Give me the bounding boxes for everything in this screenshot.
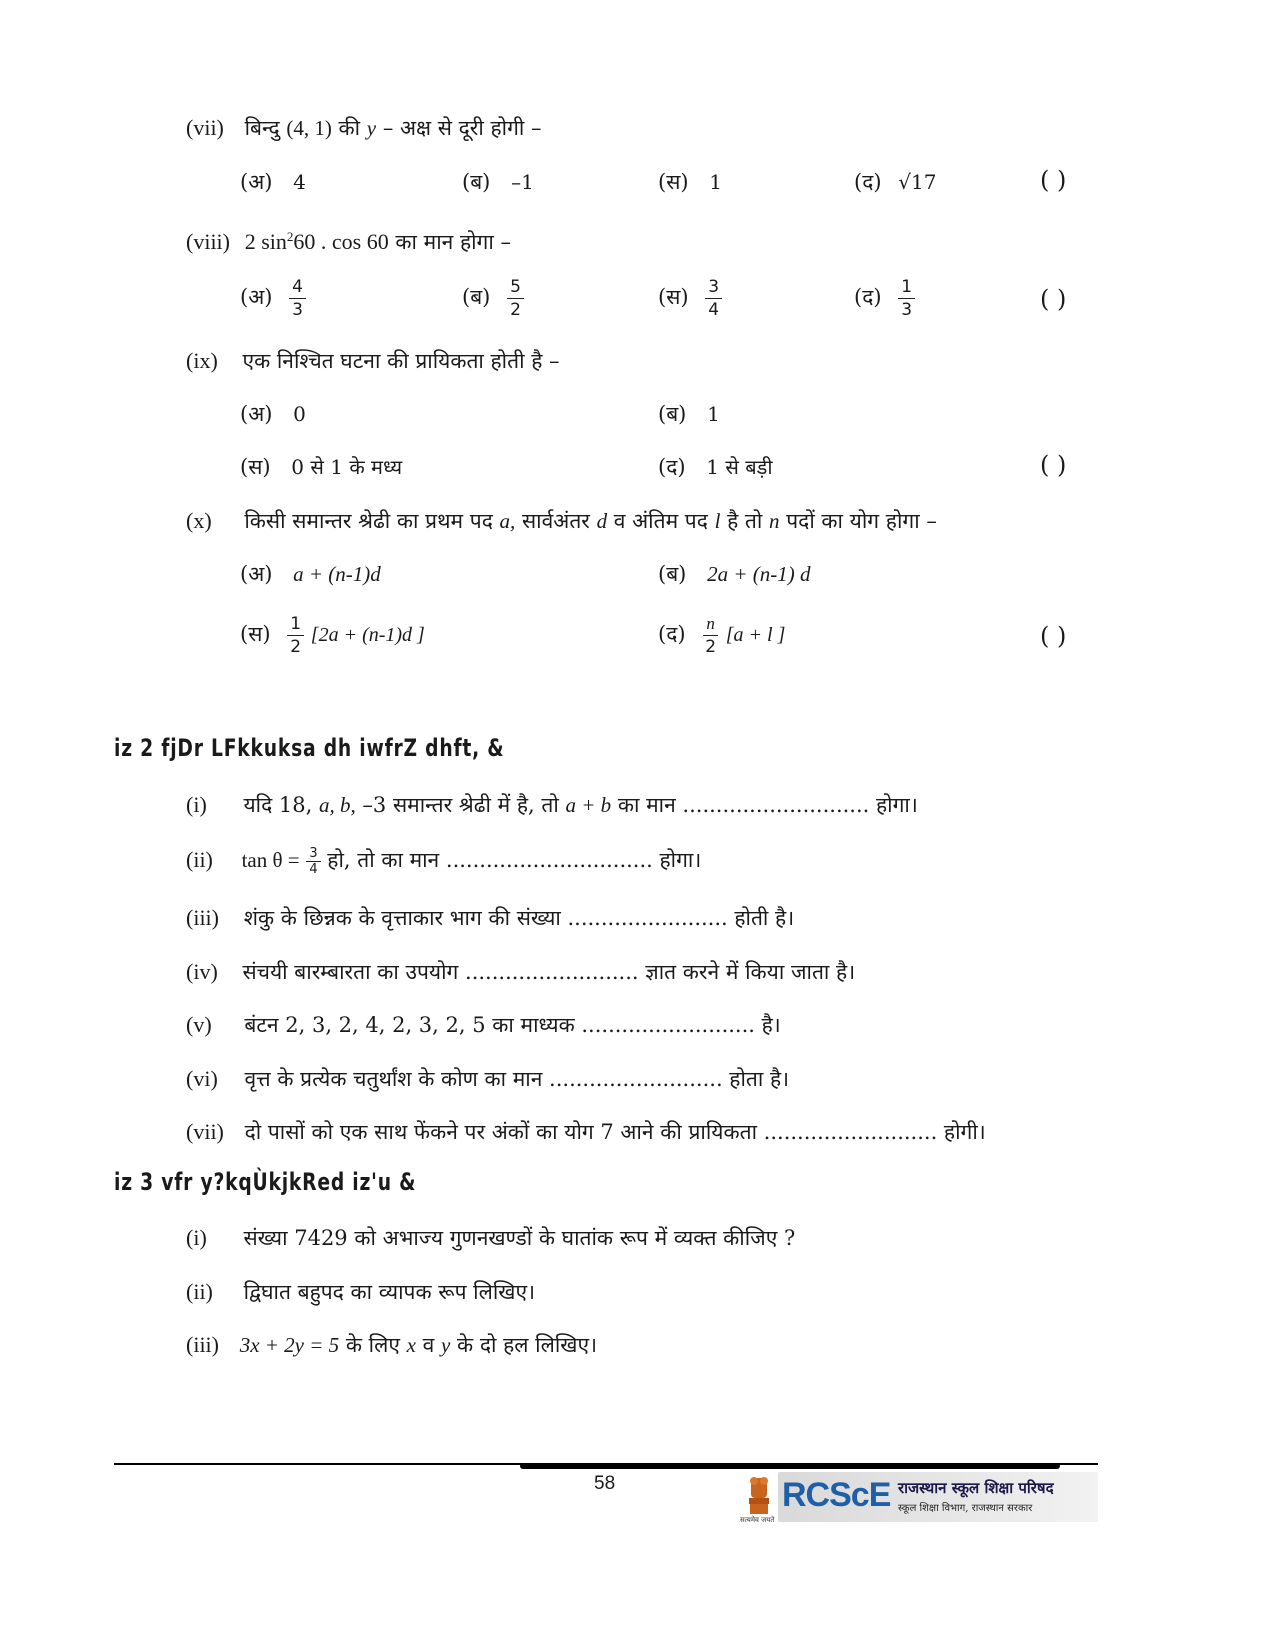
question-label: (viii) [186, 229, 230, 254]
short-answer-item: (i) संख्या 7429 को अभाज्य गुणनखण्डों के घातांक रूप में व्यक्त कीजिए ? [186, 1225, 796, 1250]
option-b: (ब) 2a + (n-1) d [658, 562, 811, 586]
fill-blank-item: (iii) शंकु के छिन्नक के वृत्ताकार भाग की संख्या ........................ होती है। [186, 905, 795, 930]
question-label: (vii) [186, 115, 224, 140]
fraction: $\frac{n}{2}$ [705, 614, 717, 657]
option-b: (ब) $\frac{5}{2}$ [462, 276, 524, 321]
question-label: (ix) [186, 348, 218, 373]
option-b: (ब) –1 [462, 170, 534, 194]
answer-box[interactable]: ( ) [1040, 622, 1067, 650]
question-label: (x) [186, 508, 212, 533]
rcsce-logo [778, 1472, 1098, 1522]
option-a: (अ) a + (n-1)d [240, 562, 381, 586]
option-c: (स) $\frac{3}{4}$ [658, 276, 722, 321]
option-d: (द) $\frac{n}{2}$ [a + l ] [658, 614, 786, 657]
logo-text: RCScE [782, 1476, 891, 1514]
fraction: $\frac{4}{3}$ [289, 276, 306, 321]
option-b: (ब) 1 [658, 402, 720, 426]
page-number: 58 [594, 1473, 616, 1494]
option-d: (द) 1 से बड़ी [658, 455, 773, 479]
fraction: $\frac{3}{4}$ [705, 276, 722, 321]
fraction: $\frac{3}{4}$ [306, 846, 320, 877]
answer-box[interactable]: ( ) [1040, 451, 1067, 479]
section-heading-q2: iz 2 fjDr LFkkuksa dh iwfrZ dhft, & [114, 734, 505, 762]
fill-blank-item: (i) यदि 18, a, b, –3 समान्तर श्रेढी में है, तो a + b का मान ............................ होगा। [186, 792, 918, 817]
fill-blank-item: (ii) tan θ = $\frac{3}{4}$ हो, तो का मान ............................... होगा। [186, 846, 702, 877]
fill-blank-item: (iv) संचयी बारम्बारता का उपयोग .......................... ज्ञात करने में किया जाता है। [186, 959, 856, 984]
option-d: (द) √17 [854, 170, 937, 194]
question-x: (x) किसी समान्तर श्रेढी का प्रथम पद a, सार्वअंतर d व अंतिम पद l है तो n पदों का योग होगा – [186, 508, 937, 533]
question-ix: (ix) एक निश्चित घटना की प्रायिकता होती है – [186, 348, 560, 373]
footer-rule-thick [520, 1463, 1060, 1469]
section-heading-q3: iz 3 vfr y?kqÙkjkRed iz'u & [114, 1168, 417, 1196]
option-c: (स) $\frac{1}{2}$ [2a + (n-1)d ] [240, 614, 425, 657]
org-subtitle: स्कूल शिक्षा विभाग, राजस्थान सरकार [898, 1503, 1033, 1514]
emblem-icon [742, 1472, 776, 1526]
option-a: (अ) 0 [240, 402, 306, 426]
option-a: (अ) $\frac{4}{3}$ [240, 276, 306, 321]
org-name: राजस्थान स्कूल शिक्षा परिषद [898, 1479, 1054, 1497]
answer-box[interactable]: ( ) [1040, 285, 1067, 313]
short-answer-item: (ii) द्विघात बहुपद का व्यापक रूप लिखिए। [186, 1279, 536, 1304]
fraction: $\frac{1}{3}$ [898, 276, 915, 321]
fraction: $\frac{5}{2}$ [507, 276, 524, 321]
question-viii: (viii) 2 $\sin^260$ . cos 60 का मान होगा – [186, 229, 511, 254]
fill-blank-item: (v) बंटन 2, 3, 2, 4, 2, 3, 2, 5 का माध्यक .......................... है। [186, 1012, 781, 1037]
option-c: (स) 0 से 1 के मध्य [240, 455, 403, 479]
option-d: (द) $\frac{1}{3}$ [854, 276, 915, 321]
fill-blank-item: (vi) वृत्त के प्रत्येक चतुर्थांश के कोण का मान .......................... होता है। [186, 1066, 790, 1091]
question-vii: (vii) बिन्दु (4, 1) की y – अक्ष से दूरी होगी – [186, 115, 542, 140]
option-c: (स) 1 [658, 170, 723, 194]
fraction: $\frac{1}{2}$ [287, 613, 304, 658]
emblem-caption: सत्यमेव जयते [740, 1516, 775, 1524]
answer-box[interactable]: ( ) [1040, 166, 1067, 194]
option-a: (अ) 4 [240, 170, 306, 194]
fill-blank-item: (vii) दो पासों को एक साथ फेंकने पर अंकों का योग 7 आने की प्रायिकता .......................... होगी। [186, 1119, 986, 1144]
short-answer-item: (iii) 3x + 2y = 5 के लिए x व y के दो हल लिखिए। [186, 1332, 598, 1357]
